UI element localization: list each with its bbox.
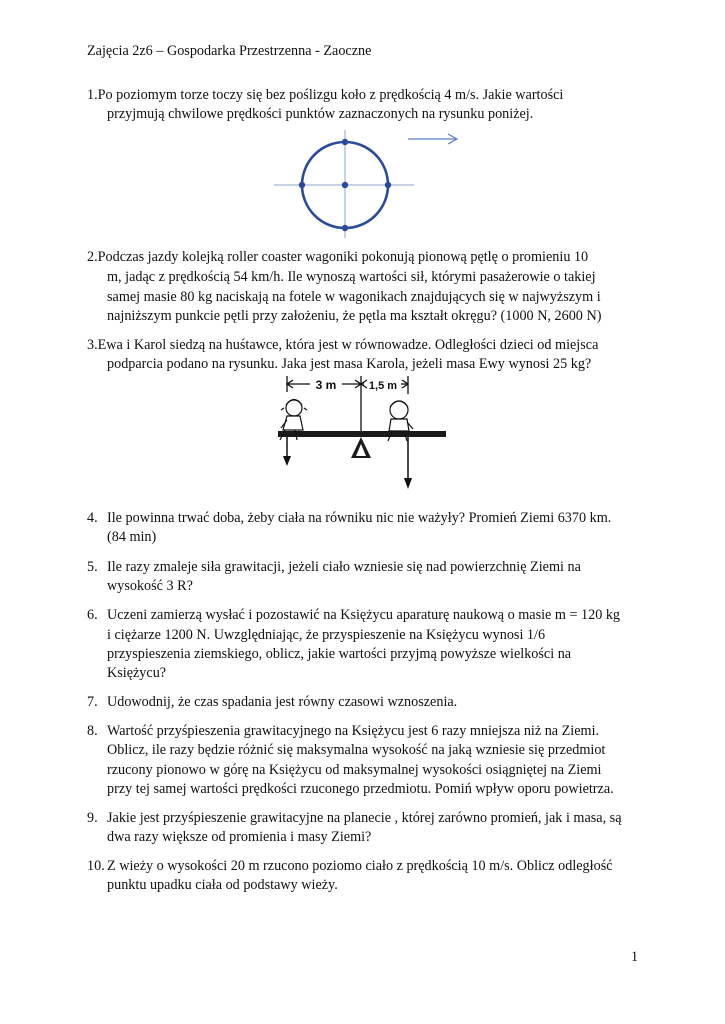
problem-6-line-3: przyspieszenia ziemskiego, oblicz, jakie wartości przyjmą powyższe wielkości na — [107, 646, 572, 662]
point-top — [342, 139, 348, 145]
seesaw-figure — [270, 372, 455, 494]
problem-6-line-1: Uczeni zamierzą wysłać i pozostawić na Księżycu aparaturę naukową o masie m = 120 kg — [107, 607, 621, 623]
problem-4-number: 4. — [87, 510, 98, 526]
problem-8-number: 8. — [87, 723, 98, 739]
problem-4-line-2: (84 min) — [107, 529, 157, 545]
distance-right-label: 1,5 m — [368, 380, 398, 392]
problem-8-line-2: Oblicz, ile razy będzie różnić się maksymalna wysokość na jaką wzniesie się przedmiot — [107, 742, 606, 758]
weight-arrow-right — [404, 437, 412, 489]
problem-9-number: 9. — [87, 810, 98, 826]
problem-8-line-1: Wartość przyśpieszenia grawitacyjnego na Księżycu jest 6 razy mniejsza niż na Ziemi. — [107, 723, 600, 739]
problem-10-line-2: punktu upadku ciała od podstawy wieży. — [107, 877, 338, 893]
problem-2-line-1: 2.Podczas jazdy kolejką roller coaster wagoniki pokonują pionową pętlę o promieniu 10 — [87, 249, 589, 265]
page-number: 1 — [631, 949, 639, 965]
point-center — [342, 182, 348, 188]
problem-8-line-4: przy tej samej wartości prędkości rzuconego przedmiotu. Pomiń wpływ oporu powietrza. — [107, 781, 614, 797]
problem-1-line-2: przyjmują chwilowe prędkości punktów zaznaczonych na rysunku poniżej. — [107, 106, 534, 122]
problem-3-line-2: podparcia podano na rysunku. Jaka jest masa Karola, jeżeli masa Ewy wynosi 25 kg? — [107, 356, 592, 372]
point-bottom — [342, 225, 348, 231]
problem-6-line-2: i ciężarze 1200 N. Uwzględniając, że przyspieszenie na Księżycu wynosi 1/6 — [107, 627, 546, 643]
problem-5-line-2: wysokość 3 R? — [107, 578, 193, 594]
problem-1-line-1: 1.Po poziomym torze toczy się bez poślizgu koło z prędkością 4 m/s. Jakie wartości — [87, 87, 564, 103]
problem-8-line-3: rzucony pionowo w górę na Księżycu od maksymalnej wysokości osiągniętej na Ziemi — [107, 762, 602, 778]
problem-2-line-2: m, jadąc z prędkością 54 km/h. Ile wynoszą wartości sił, którymi pasażerowie o takiej — [107, 269, 596, 285]
rolling-wheel-figure — [270, 130, 470, 240]
problem-5-number: 5. — [87, 559, 98, 575]
problem-6-number: 6. — [87, 607, 98, 623]
problem-4-line-1: Ile powinna trwać doba, żeby ciała na równiku nic nie ważyły? Promień Ziemi 6370 km. — [107, 510, 612, 526]
page-header: Zajęcia 2z6 – Gospodarka Przestrzenna - Zaoczne — [87, 43, 372, 59]
point-left — [299, 182, 305, 188]
problem-9-line-1: Jakie jest przyśpieszenie grawitacyjne na planecie , której zarówno promień, jak i masa, są — [107, 810, 622, 826]
problem-10-number: 10. — [87, 858, 105, 874]
point-right — [385, 182, 391, 188]
problem-6-line-4: Księżycu? — [107, 665, 167, 681]
weight-arrow-left — [283, 437, 291, 466]
distance-left-label: 3 m — [315, 378, 337, 392]
dimension-1-5m — [361, 376, 408, 394]
seesaw-plank — [278, 431, 446, 437]
problem-7-number: 7. — [87, 694, 98, 710]
problem-2-line-4: najniższym punkcie pętli przy założeniu, że pętla ma kształt okręgu? (1000 N, 2600 N) — [107, 308, 602, 324]
problem-10-line-1: Z wieży o wysokości 20 m rzucono poziomo ciało z prędkością 10 m/s. Oblicz odległość — [107, 858, 613, 874]
problem-2-line-3: samej masie 80 kg naciskają na fotele w wagonikach znajdujących się w najwyższym i — [107, 289, 601, 305]
problem-7-line-1: Udowodnij, że czas spadania jest równy czasowi wznoszenia. — [107, 694, 458, 710]
problem-3-line-1: 3.Ewa i Karol siedzą na huśtawce, która jest w równowadze. Odległości dzieci od miejsca — [87, 337, 599, 353]
problem-5-line-1: Ile razy zmaleje siła grawitacji, jeżeli ciało wzniesie się nad powierzchnię Ziemi na — [107, 559, 581, 575]
problem-9-line-2: dwa razy większe od promienia i masy Ziemi? — [107, 829, 372, 845]
velocity-arrow — [408, 134, 457, 144]
